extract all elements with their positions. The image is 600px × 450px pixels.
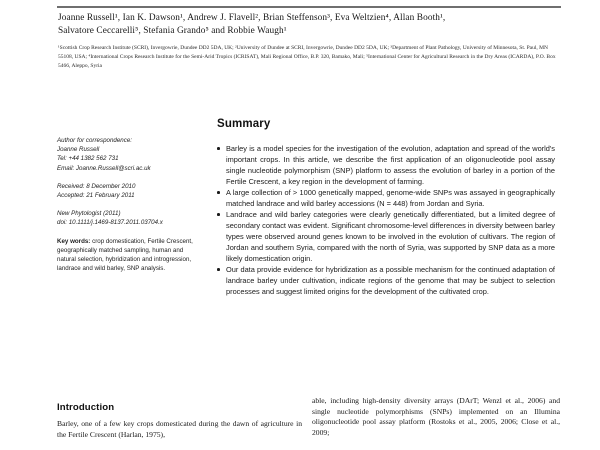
author-line-1: Joanne Russell¹, Ian K. Dawson¹, Andrew J. Flavell², Brian Steffenson³, Eva Weltzien⁴, Allan Booth¹, [58,13,446,23]
article-metadata-sidebar [57,136,203,282]
summary-heading: Summary [217,118,271,130]
summary-bullet [217,187,555,209]
author-line-2: Salvatore Ceccarelli⁵, Stefania Grando⁵ and Robbie Waugh¹ [58,26,287,37]
summary-bullet-list [217,143,555,297]
keywords-label: Key words: [57,237,91,245]
doi-link[interactable]: doi: 10.1111/j.1469-8137.2011.03704.x [57,219,163,227]
citation-block [57,209,203,227]
summary-bullet-text: A large collection of > 1000 genetically mapped, genome-wide SNPs was assayed in geographically matched landrace and wild barley accessions (N = 448) from Jordan and Syria. [226,188,555,208]
bullet-dot-icon [217,191,220,194]
introduction-column-right [312,396,560,438]
affiliations: ¹Scottish Crop Research Institute (SCRI), Invergowrie, Dundee DD2 5DA, UK; ²University of Dundee at SCRI, Invergowrie, Dundee DD2 5DA, UK; ³Department of Plant Pathology, University of Minnesota, St. Paul, MN 55108, USA; ⁴International Crops Research Institute for the Semi-Arid Tropics (ICRISAT), Mali Regional Office, B.P. 320, Bamako, Mali; ⁵International Center for Agricultural Research in the Dry Areas (ICARDA), P.O. Box 5466, Aleppo, Syria [58,45,556,70]
journal-citation: New Phytologist (2011) [57,210,121,218]
correspondence-name: Joanne Russell [57,146,100,154]
correspondence-tel: Tel: +44 1382 562 731 [57,155,119,163]
summary-bullet [217,264,555,297]
summary-bullet-text: Landrace and wild barley categories were clearly genetically differentiated, but a limited degree of secondary contact was evident. Significant chromosome-level differences in diversity between barley types were observed around genes known to be involved in the evolution of cultivars. The region of Jordan and southern Syria, compared with the north of Syria, was supported by SNP data as a more likely domestication origin. [226,210,555,263]
bullet-dot-icon [217,268,220,271]
introduction-left-text: Barley, one of a few key crops domesticated during the dawn of agriculture in the Fertile Crescent (Harlan, 1975), [57,419,302,439]
summary-bullet [217,143,555,187]
summary-bullet-text: Our data provide evidence for hybridization as a possible mechanism for the continued adaptation of landrace barley under cultivation, indicate regions of the genome that may be subject to selection processes and suggest limited origins for the development of the cultivated crop. [226,265,555,296]
accepted-date: Accepted: 21 February 2011 [57,192,135,200]
introduction-column-left [57,419,302,440]
correspondence-block [57,136,203,173]
keywords-block [57,237,203,274]
bullet-dot-icon [217,147,220,150]
introduction-heading: Introduction [57,402,115,413]
author-list [58,12,563,38]
bullet-dot-icon [217,213,220,216]
header-divider [57,6,561,8]
summary-bullet-text: Barley is a model species for the investigation of the evolution, adaptation and spread of the world's important crops. In this article, we describe the first application of an oligonucleotide pool assay single nucleotide polymorphism (SNP) platform to assess the evolution of barley in a portion of the Fertile Crescent, a key region in the development of farming. [226,144,555,186]
received-date: Received: 8 December 2010 [57,182,136,190]
correspondence-label: Author for correspondence: [57,137,132,144]
keywords-text: crop domestication, Fertile Crescent, geographically matched sampling, human and natural selection, hybridization and introgression, landrace and wild barley, SNP analysis. [57,237,193,273]
correspondence-email[interactable]: Email: Joanne.Russell@scri.ac.uk [57,164,151,172]
summary-section [217,118,555,297]
summary-bullet [217,209,555,264]
dates-block [57,182,203,200]
introduction-right-text: able, including high-density diversity arrays (DArT; Wenzl et al., 2006) and single nucleotide polymorphisms (SNPs) implemented on an Illumina oligonucleotide pool assay platform (Rostoks et al., 2005, 2006; Close et al., 2009; [312,396,560,437]
